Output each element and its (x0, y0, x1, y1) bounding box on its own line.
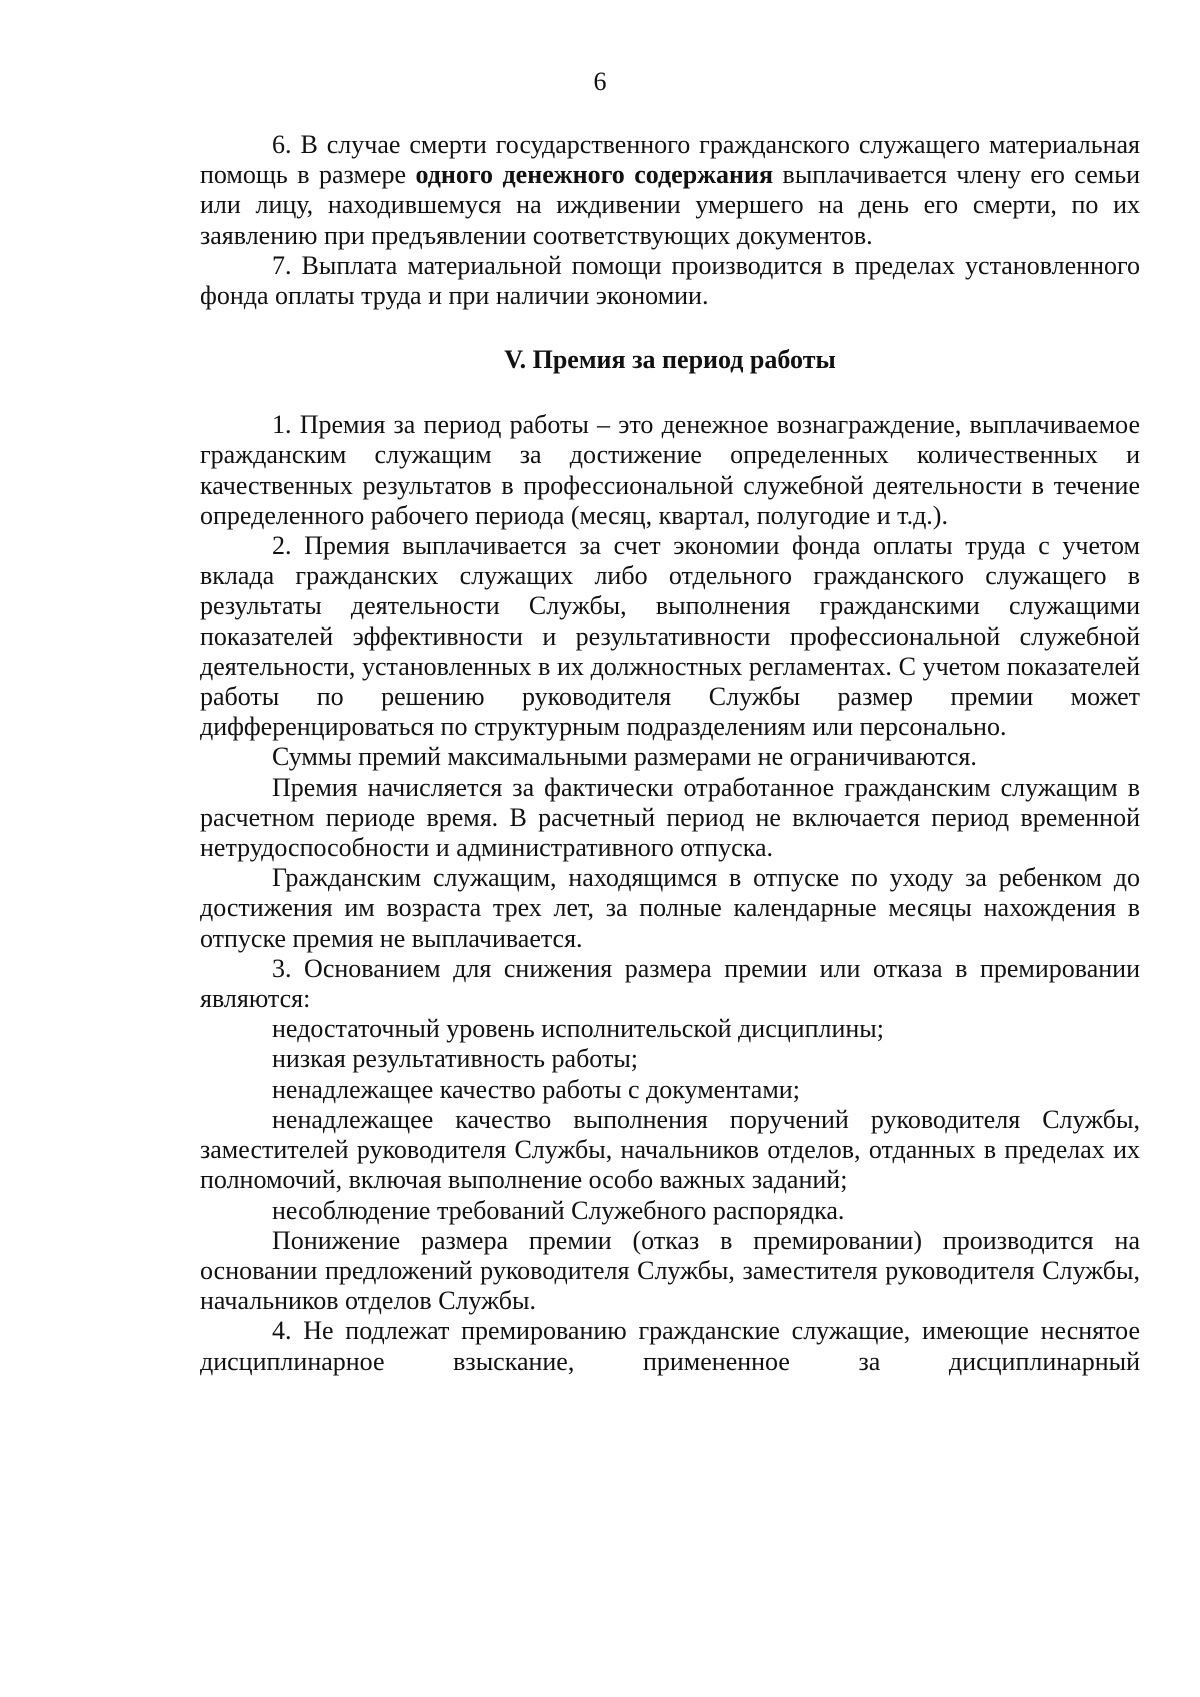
list-item-discipline: недостаточный уровень исполнительской дисциплины; (272, 1014, 884, 1044)
list-item-low-performance: низкая результативность работы; (272, 1044, 639, 1074)
page-number: 6 (593, 67, 607, 96)
paragraph-bonus-limit: Суммы премий максимальными размерами не ограничиваются. (272, 742, 977, 772)
paragraph-item-6-emphasis: одного денежного содержания (415, 160, 774, 190)
paragraph-bonus-1: 1. Премия за период работы – это денежное вознаграждение, выплачиваемое гражданским служащим за достижение определенных количественных и качественных результатов в профессиональной служебной деятельности в течение определенного рабочего периода (месяц, квартал, полугодие и т.д.). (200, 410, 1140, 530)
paragraph-bonus-parental-leave: Гражданским служащим, находящимся в отпуске по уходу за ребенком до достижения им возраста трех лет, за полные календарные месяцы нахождения в отпуске премия не выплачивается. (200, 863, 1140, 953)
paragraph-bonus-2: 2. Премия выплачивается за счет экономии фонда оплаты труда с учетом вклада гражданских служащих либо отдельного гражданского служащего в результаты деятельности Службы, выполнения гражданскими служащими показателей эффективности и результативности профессиональной служебной деятельности, установленных в их должностных регламентах. С учетом показателей работы по решению руководителя Службы размер премии может дифференцироваться по структурным подразделениям или персонально. (200, 531, 1140, 742)
section-title: V. Премия за период работы (504, 345, 836, 375)
paragraph-item-7: 7. Выплата материальной помощи производится в пределах установленного фонда оплаты труда и при наличии экономии. (200, 250, 1140, 311)
list-item-orders-quality: ненадлежащее качество выполнения поручений руководителя Службы, заместителей руководителя Службы, начальников отделов, отданных в пределах их полномочий, включая выполнение особо важных заданий; (200, 1104, 1140, 1195)
document-body (200, 130, 1140, 1377)
paragraph-bonus-accrual: Премия начисляется за фактически отработанное гражданским служащим в расчетном периоде время. В расчетный период не включается период временной нетрудоспособности и административного отпуска. (200, 772, 1140, 863)
paragraph-item-6 (200, 130, 1140, 251)
paragraph-bonus-reduction: Понижение размера премии (отказ в премировании) производится на основании предложений руководителя Службы, заместителя руководителя Службы, начальников отделов Службы. (200, 1225, 1140, 1316)
paragraph-bonus-4: 4. Не подлежат премированию гражданские служащие, имеющие неснятое дисциплинарное взыскание, примененное за дисциплинарный (200, 1316, 1140, 1376)
paragraph-item-6-text-end: выплачивается члену его семьи или лицу, находившемуся на иждивении умершего на день его смерти, по их заявлению при предъявлении соответствующих документов. (200, 160, 1141, 250)
paragraph-bonus-3: 3. Основанием для снижения размера премии или отказа в премировании являются: (200, 953, 1140, 1014)
list-item-document-quality: ненадлежащее качество работы с документами; (272, 1074, 800, 1104)
paragraph-item-6-text-start: 6. В случае смерти государственного гражданского служащего материальная помощь в размере (200, 130, 1140, 190)
list-item-regulations: несоблюдение требований Служебного распорядка. (272, 1195, 845, 1225)
